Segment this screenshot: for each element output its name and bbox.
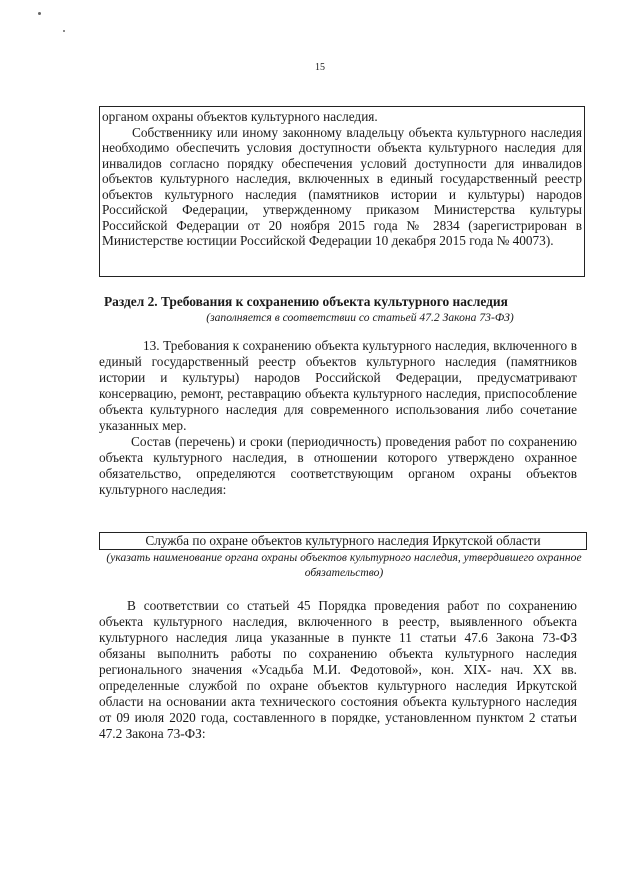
box-first-line: органом охраны объектов культурного наследия.: [102, 109, 378, 124]
paragraph-works-composition: Состав (перечень) и сроки (периодичность) проведения работ по сохранению объекта культурного наследия, в отношении которого утверждено охранное обязательство, определяются соответствующим органом охраны объектов культурного наследия:: [99, 434, 577, 497]
page-number: 15: [315, 62, 325, 73]
continuation-box: [99, 106, 585, 277]
scan-speck: [38, 12, 41, 15]
paragraph-13: 13. Требования к сохранению объекта культурного наследия, включенного в единый государственный реестр объектов культурного наследия (памятников истории и культуры) народов Российской Федерации, предусматривают консервацию, ремонт, реставрацию объекта культурного наследия, приспособление объекта культурного наследия для современного использования либо сочетание указанных мер.: [99, 338, 577, 433]
scan-speck: [63, 30, 65, 32]
accessibility-paragraph: Собственнику или иному законному владельцу объекта культурного наследия необходимо обеспечить условия доступности объекта культурного наследия для инвалидов согласно порядку обеспечения условий доступности для инвалидов объектов культурного наследия, включенных в единый государственный реестр объектов культурного наследия (памятников истории и культуры) народов Российской Федерации, утвержденному приказом Министерства культуры Российской Федерации от 20 ноября 2015 года № 2834 (зарегистрирован в Министерстве юстиции Российской Федерации 10 декабря 2015 года № 40073).: [102, 124, 582, 248]
section-title: Раздел 2. Требования к сохранению объекта культурного наследия: [104, 294, 508, 309]
organ-name-note: (указать наименование органа охраны объектов культурного наследия, утвердившего охранное обязательство): [106, 551, 582, 579]
section-note: (заполняется в соответствии со статьей 47.2 Закона 73-ФЗ): [206, 311, 514, 324]
organ-name-box: Служба по охране объектов культурного наследия Иркутской области: [99, 532, 587, 550]
paragraph-article-45: В соответствии со статьей 45 Порядка проведения работ по сохранению объекта культурного наследия, включенного в реестр, выявленного объекта культурного наследия лица указанные в пункте 11 статьи 47.6 Закона 73-ФЗ обязаны выполнить работы по сохранению объекта культурного наследия регионального значения «Усадьба М.И. Федотовой», кон. XIX- нач. XX вв. определенные службой по охране объектов культурного наследия Иркутской области на основании акта технического состояния объекта культурного наследия от 09 июля 2020 года, составленного в порядке, установленном пунктом 2 статьи 47.2 Закона 73-ФЗ:: [99, 598, 577, 741]
